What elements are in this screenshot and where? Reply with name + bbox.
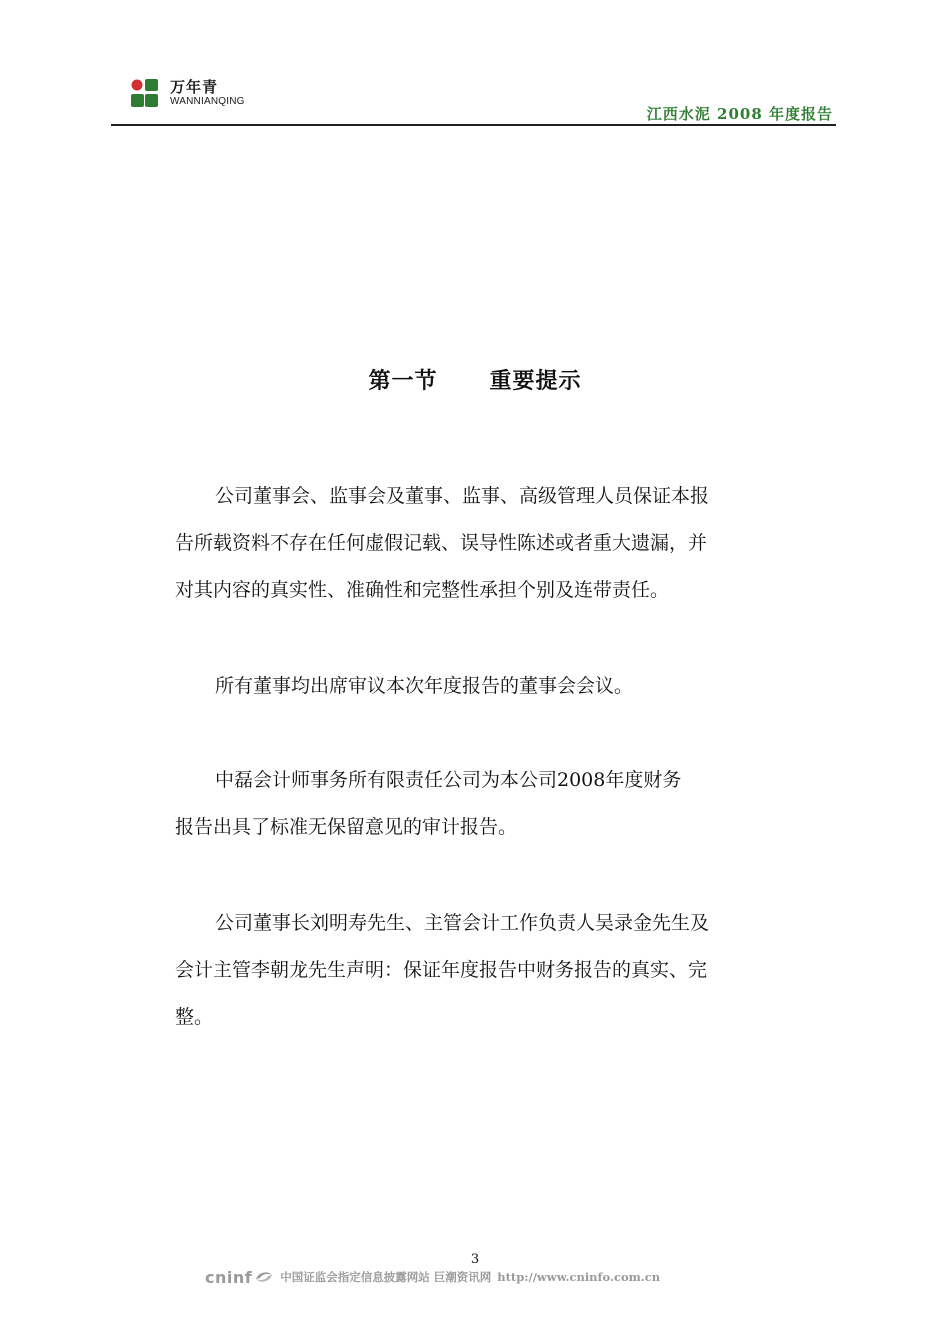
footer-url-link[interactable]: http://www.cninfo.com.cn — [497, 1270, 661, 1284]
paragraph-line: 对其内容的真实性、准确性和完整性承担个别及连带责任。 — [175, 579, 670, 601]
footer-bar — [205, 1266, 660, 1288]
paragraph-line: 会计主管李朝龙先生声明：保证年度报告中财务报告的真实、完 — [175, 959, 708, 981]
company-logo — [128, 74, 268, 114]
cninf-swirl-icon — [254, 1269, 274, 1285]
header-divider — [111, 124, 836, 126]
paragraph-line: 公司董事会、监事会及董事、监事、高级管理人员保证本报 — [215, 485, 710, 507]
wanniangqing-logo-icon — [128, 76, 164, 112]
logo-chinese-name: 万年青 — [170, 78, 219, 96]
paragraph-officers-statement — [175, 900, 795, 1041]
paragraph-line: 中磊会计师事务所有限责任公司为本公司2008年度财务 — [215, 769, 682, 791]
paragraph-line: 公司董事长刘明寿先生、主管会计工作负责人吴录金先生及 — [215, 912, 710, 934]
paragraph-line: 所有董事均出席审议本次年度报告的董事会会议。 — [215, 675, 634, 697]
report-header-title: 江西水泥 2008 年度报告 — [646, 105, 833, 123]
logo-english-name: WANNIANQING — [170, 96, 245, 107]
paragraph-line: 告所载资料不存在任何虚假记载、误导性陈述或者重大遗漏，并 — [175, 532, 708, 554]
section-title: 第一节 重要提示 — [368, 368, 582, 394]
paragraph-auditor-opinion — [175, 757, 795, 851]
page-number: 3 — [470, 1252, 480, 1267]
paragraph-line: 整。 — [175, 1006, 214, 1028]
paragraph-board-guarantee — [175, 473, 795, 614]
paragraph-directors-attendance — [175, 663, 795, 710]
paragraph-line: 报告出具了标准无保留意见的审计报告。 — [175, 816, 518, 838]
cninf-logo: cninf — [205, 1267, 253, 1287]
footer-site-description: 中国证监会指定信息披露网站 巨潮资讯网 — [280, 1270, 492, 1284]
